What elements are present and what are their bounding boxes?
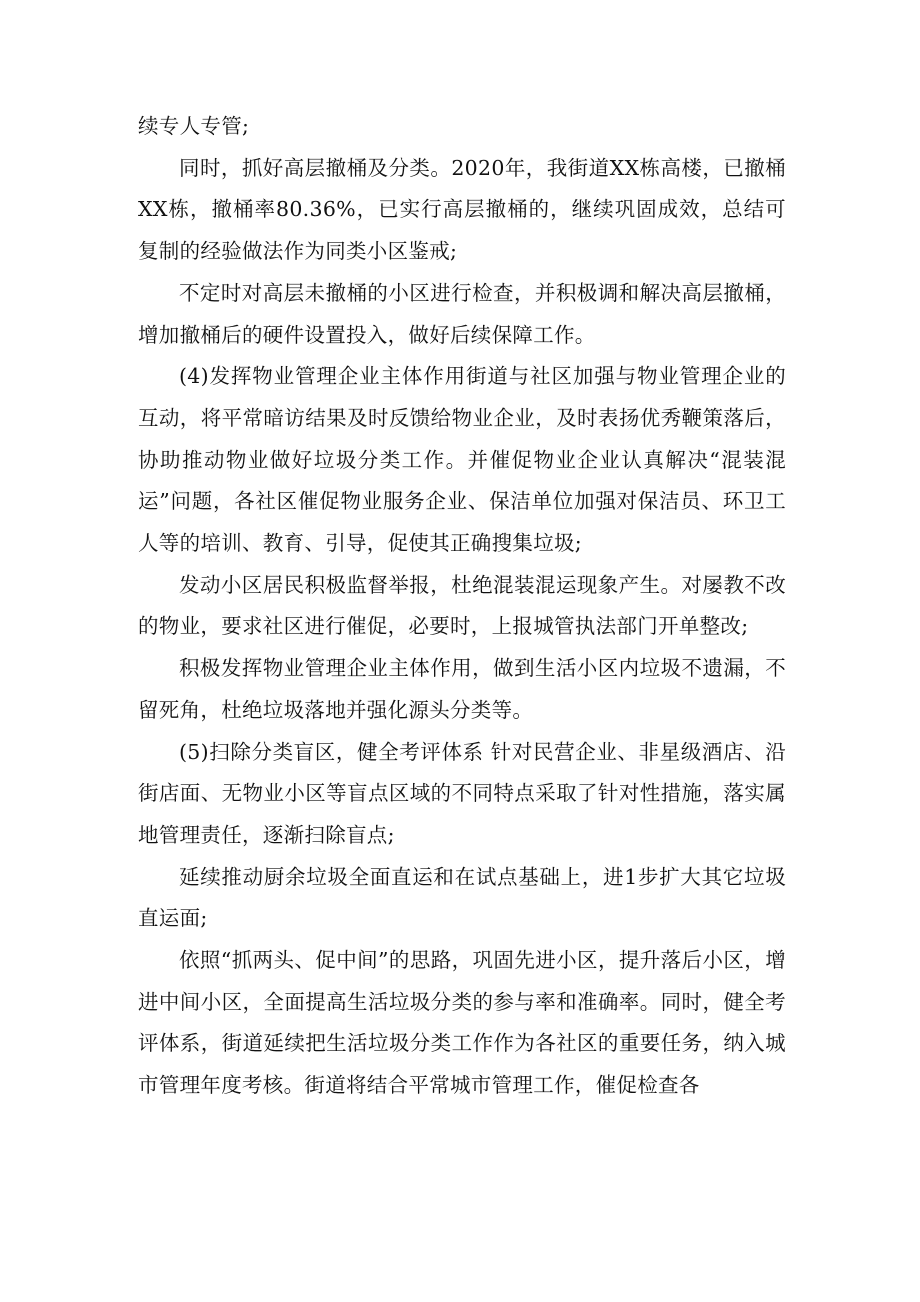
paragraph-resident-supervision: 发动小区居民积极监督举报，杜绝混装混运现象产生。对屡教不改的物业，要求社区进行催促，必要时，上报城管执法部门开单整改; bbox=[138, 572, 786, 639]
paragraph-kitchen-waste: 延续推动厨余垃圾全面直运和在试点基础上，进1步扩大其它垃圾直运面; bbox=[138, 864, 786, 931]
paragraph-continuation: 续专人专管; bbox=[138, 114, 250, 138]
paragraph-blind-spots: (5)扫除分类盲区，健全考评体系 针对民营企业、非星级酒店、沿街店面、无物业小区等盲点区域的不同特点采取了针对性措施，落实属地管理责任，逐渐扫除盲点; bbox=[138, 739, 786, 847]
paragraph-property-management: (4)发挥物业管理企业主体作用街道与社区加强与物业管理企业的互动，将平常暗访结果及时反馈给物业企业，及时表扬优秀鞭策落后，协助推动物业做好垃圾分类工作。并催促物业企业认真解决“混装混运”问题，各社区催促物业服务企业、保洁单位加强对保洁员、环卫工人等的培训、教育、引导，促使其正确搜集垃圾; bbox=[138, 364, 786, 556]
paragraph-evaluation-system: 依照“抓两头、促中间”的思路，巩固先进小区，提升落后小区，增进中间小区，全面提高生活垃圾分类的参与率和准确率。同时，健全考评体系，街道延续把生活垃圾分类工作作为各社区的重要任务，纳入城市管理年度考核。街道将结合平常城市管理工作，催促检查各 bbox=[138, 948, 786, 1098]
document-body bbox=[138, 106, 786, 1107]
paragraph-inspection: 不定时对高层未撤桶的小区进行检查，并积极调和解决高层撤桶，增加撤桶后的硬件设置投入，做好后续保障工作。 bbox=[138, 280, 786, 347]
paragraph-high-rise-bins: 同时，抓好高层撤桶及分类。2020年，我街道XX栋高楼，已撤桶XX栋，撤桶率80.36%，已实行高层撤桶的，继续巩固成效，总结可复制的经验做法作为同类小区鉴戒; bbox=[138, 155, 786, 264]
paragraph-property-role: 积极发挥物业管理企业主体作用，做到生活小区内垃圾不遗漏，不留死角，杜绝垃圾落地并强化源头分类等。 bbox=[138, 656, 786, 722]
